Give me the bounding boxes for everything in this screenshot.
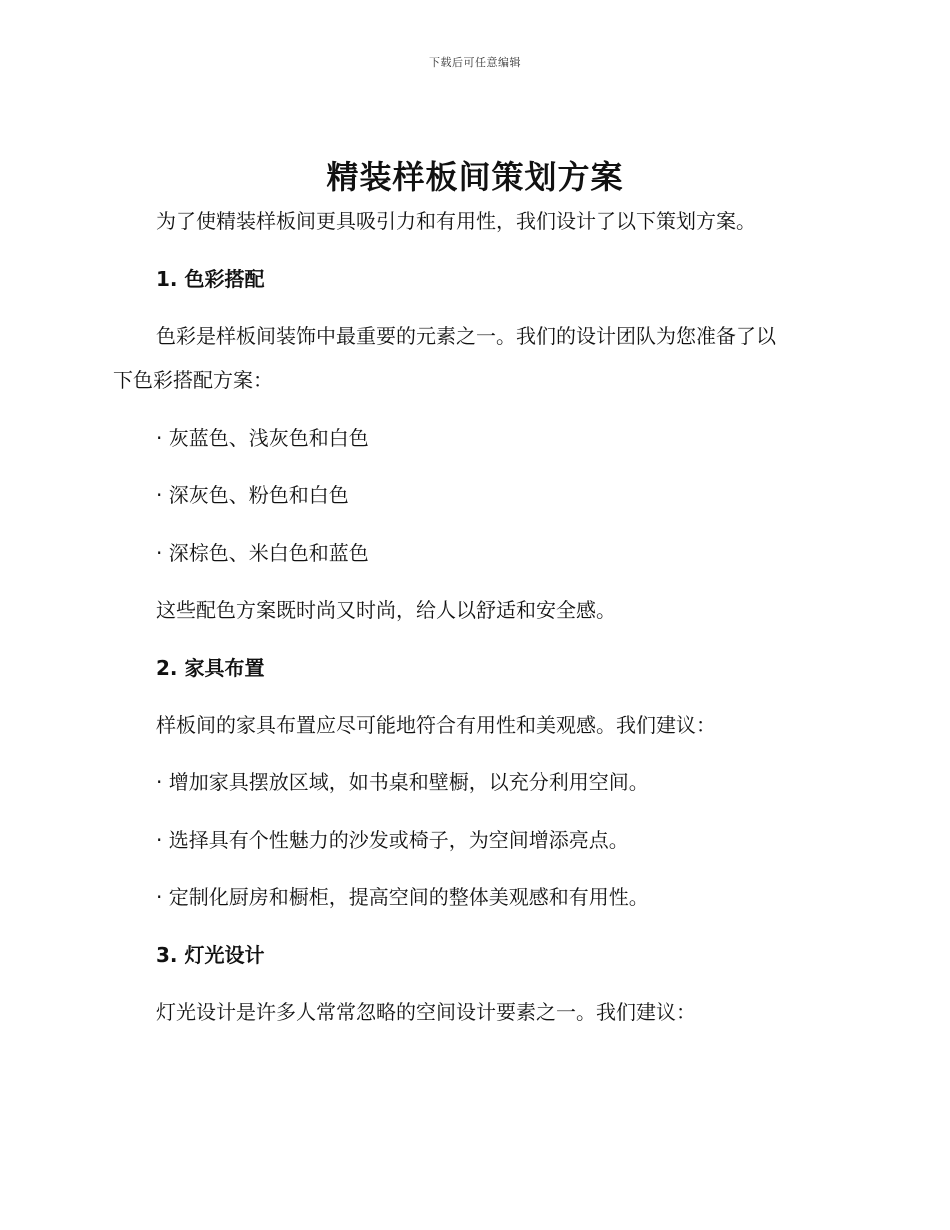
color-closing-paragraph: 这些配色方案既时尚又时尚，给人以舒适和安全感。 (156, 598, 616, 622)
color-bullet-3: · 深棕色、米白色和蓝色 (156, 541, 369, 565)
furniture-bullet-3: · 定制化厨房和橱柜，提高空间的整体美观感和有用性。 (156, 885, 649, 909)
furniture-bullet-2: · 选择具有个性魅力的沙发或椅子，为空间增添亮点。 (156, 828, 629, 852)
section-heading-furniture: 2. 家具布置 (156, 656, 265, 680)
section-heading-lighting: 3. 灯光设计 (156, 943, 265, 967)
document-title: 精装样板间策划方案 (326, 158, 624, 196)
color-paragraph-line-2: 下色彩搭配方案： (113, 368, 273, 392)
color-bullet-1: · 灰蓝色、浅灰色和白色 (156, 426, 369, 450)
lighting-paragraph: 灯光设计是许多人常常忽略的空间设计要素之一。我们建议： (156, 1000, 696, 1024)
intro-paragraph: 为了使精装样板间更具吸引力和有用性，我们设计了以下策划方案。 (156, 209, 756, 233)
color-paragraph-line-1: 色彩是样板间装饰中最重要的元素之一。我们的设计团队为您准备了以 (156, 324, 776, 348)
color-bullet-2: · 深灰色、粉色和白色 (156, 483, 349, 507)
furniture-bullet-1: · 增加家具摆放区域，如书桌和壁橱，以充分利用空间。 (156, 770, 649, 794)
section-heading-color: 1. 色彩搭配 (156, 267, 265, 291)
furniture-paragraph: 样板间的家具布置应尽可能地符合有用性和美观感。我们建议： (156, 713, 716, 737)
header-note: 下载后可任意编辑 (429, 56, 521, 69)
